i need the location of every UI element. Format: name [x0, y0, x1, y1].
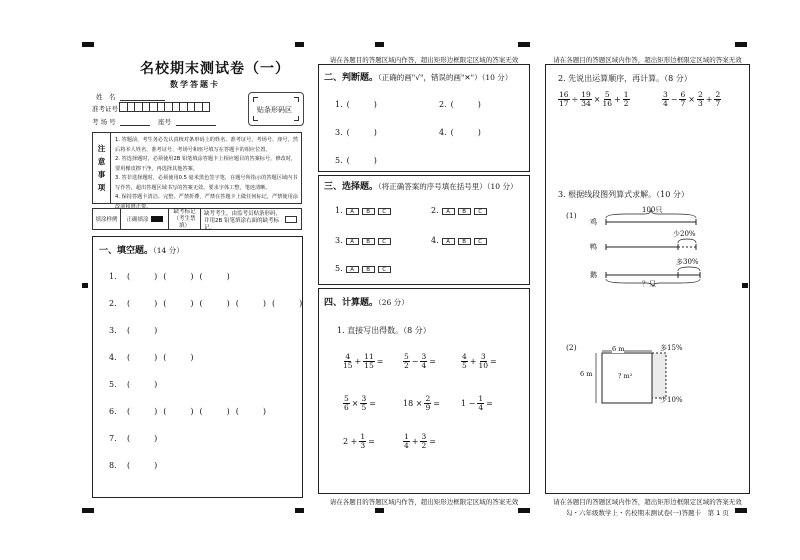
- operator: +: [411, 437, 419, 446]
- operator: −: [670, 95, 678, 104]
- operator: =: [490, 357, 497, 366]
- exam-id-cell[interactable]: [202, 102, 211, 112]
- answer-paren[interactable]: ( ): [199, 272, 230, 281]
- operator: =: [486, 399, 493, 408]
- fraction: [343, 353, 353, 370]
- option-bubble[interactable]: C: [474, 208, 487, 215]
- numerator: 4: [462, 352, 467, 361]
- denominator: 7: [715, 99, 721, 108]
- registration-mark: [295, 508, 304, 513]
- more-15-label: 多15%: [660, 344, 683, 352]
- answer-paren[interactable]: ( ): [163, 299, 194, 308]
- section-calc-box: [318, 288, 530, 494]
- answer-paren[interactable]: ( ): [127, 299, 158, 308]
- option-bubble[interactable]: B: [458, 238, 471, 245]
- registration-mark: [375, 42, 384, 47]
- notice-item: 2. 答选择题时，必须使用2B 铅笔填涂答题卡上相应题目的答案标号，修改时，要用橡皮擦干净，再选择其他答案。: [115, 156, 297, 172]
- diagram2-label: (2): [566, 343, 577, 352]
- fraction: [403, 433, 410, 450]
- diagram1-label: (1): [566, 211, 577, 220]
- calc-part2-title: 2. 先说出运算顺序，再计算。（8 分）: [558, 74, 692, 83]
- fraction: [558, 91, 570, 108]
- denominator: 15: [343, 361, 353, 370]
- answer-paren[interactable]: ( ): [127, 326, 158, 335]
- registration-mark: [735, 42, 747, 47]
- denominator: 2: [421, 441, 427, 450]
- answer-paren[interactable]: ( ): [450, 128, 481, 137]
- fraction: [343, 395, 350, 412]
- operator: ×: [688, 95, 695, 104]
- question-number: 3.: [109, 326, 117, 335]
- calc-part1-title: 1. 直接写出得数。（8 分）: [337, 326, 431, 335]
- question-number: 1.: [109, 272, 117, 281]
- answer-paren[interactable]: ( ): [199, 407, 230, 416]
- fill-example-row: [92, 208, 302, 230]
- denominator: 4: [404, 441, 409, 450]
- denominator: 6: [344, 403, 349, 412]
- operator: ×: [351, 399, 359, 408]
- answer-paren[interactable]: ( ): [450, 100, 481, 109]
- answer-paren[interactable]: ( ): [163, 272, 194, 281]
- section-choice-box: [318, 175, 530, 285]
- question-label: ？只: [642, 280, 656, 288]
- operator: +: [705, 95, 713, 104]
- rectangle-diagram: [582, 345, 712, 405]
- brace-more: [678, 267, 700, 271]
- fraction: [662, 91, 669, 108]
- exam-id-grid[interactable]: [120, 102, 210, 112]
- chicken-label: 鸡: [590, 218, 597, 226]
- order-calc-item: [662, 91, 721, 108]
- fill-blank-row: [109, 352, 194, 363]
- numerator: 3: [361, 394, 367, 403]
- barcode-corner: [253, 97, 258, 102]
- fraction: [359, 433, 366, 450]
- notice-title-char: 注: [97, 144, 106, 153]
- numerator: 1: [360, 432, 366, 441]
- registration-mark: [735, 508, 747, 513]
- question-number: 3.: [335, 128, 343, 137]
- numerator: 3: [421, 432, 427, 441]
- exam-id-label: 准考证号: [92, 105, 118, 113]
- numerator: 5: [404, 352, 409, 361]
- more-label: 多30%: [676, 258, 699, 266]
- question-number: 4.: [431, 236, 439, 245]
- answer-paren[interactable]: ( ): [346, 156, 377, 165]
- numerator: 16: [559, 90, 569, 99]
- question-number: 4.: [109, 353, 117, 362]
- section-fill-blank: [92, 236, 303, 498]
- section-note: （正确的画"√"，错误的画"✕"）（10 分）: [378, 73, 513, 82]
- fraction: [580, 91, 592, 108]
- fraction: [623, 91, 630, 108]
- denominator: 5: [361, 403, 367, 412]
- registration-mark: [295, 42, 304, 47]
- answer-paren[interactable]: ( ): [127, 272, 158, 281]
- answer-paren[interactable]: ( ): [346, 128, 377, 137]
- notice-title-char: 项: [97, 183, 106, 192]
- section-title-text: 一、填空题。: [99, 246, 154, 256]
- option-bubble[interactable]: B: [362, 266, 375, 273]
- choice-item: [335, 236, 394, 245]
- operator: =: [376, 357, 384, 366]
- question-number: 2.: [439, 100, 447, 109]
- denominator: 17: [559, 99, 569, 108]
- answer-paren[interactable]: ( ): [127, 407, 158, 416]
- denominator: 5: [462, 361, 467, 370]
- fraction: [360, 395, 367, 412]
- answer-paren[interactable]: ( ): [199, 299, 230, 308]
- answer-paren[interactable]: ( ): [127, 461, 158, 470]
- exam-title: 名校期末测试卷（一）: [140, 61, 290, 77]
- operator: 1 −: [461, 399, 476, 408]
- section-calc-cont-box: [545, 64, 750, 494]
- operator: =: [429, 357, 436, 366]
- notice-items: [115, 136, 299, 212]
- numerator: 4: [345, 352, 351, 361]
- direct-calc-item: [461, 395, 493, 412]
- direct-calc-item: [343, 353, 384, 370]
- question-number: 4.: [439, 128, 447, 137]
- numerator: 3: [663, 90, 668, 99]
- choice-item: [431, 236, 490, 245]
- section-title: [324, 295, 409, 308]
- question-number: 5.: [109, 380, 117, 389]
- answer-paren[interactable]: ( ): [235, 299, 266, 308]
- fill-blank-row: [109, 325, 157, 336]
- option-bubble[interactable]: B: [362, 238, 375, 245]
- choice-item: [431, 206, 490, 215]
- fill-blank-row: [109, 406, 266, 417]
- bottom-warning: 请在各题目的答题区域内作答，超出矩形边框限定区域的答案无效: [553, 498, 742, 506]
- answer-paren[interactable]: ( ): [163, 353, 194, 362]
- registration-mark: [82, 508, 94, 513]
- section-title-text: 二、判断题。: [324, 73, 379, 83]
- notice-title: [93, 133, 111, 203]
- room-label: 考 场 号: [92, 118, 116, 126]
- hatch: [652, 353, 666, 398]
- registration-mark: [518, 42, 530, 47]
- section-score: （26 分）: [378, 298, 409, 307]
- option-bubble[interactable]: B: [458, 208, 471, 215]
- question-number: 3.: [335, 236, 343, 245]
- name-label: 姓 名: [96, 93, 116, 101]
- barcode-area: [248, 92, 304, 126]
- direct-calc-item: [403, 395, 440, 412]
- section-title: [99, 243, 184, 256]
- registration-mark: [375, 508, 384, 513]
- fill-blank-row: [109, 460, 157, 471]
- width-label: 6 m: [612, 345, 625, 353]
- judge-item: [335, 99, 377, 110]
- choice-item: [335, 264, 394, 273]
- numerator: 1: [404, 432, 409, 441]
- answer-paren[interactable]: ( ): [127, 353, 158, 362]
- fill-blank-row: [109, 379, 157, 390]
- operator: +: [469, 357, 477, 366]
- option-bubble[interactable]: C: [378, 266, 391, 273]
- calc-part3-title: 3. 根据线段图列算式求解。（10 分）: [558, 190, 689, 199]
- answer-paren[interactable]: ( ): [235, 407, 266, 416]
- numerator: 6: [680, 90, 686, 99]
- top-warning: 请在各题目的答题区域内作答，超出矩形边框限定区域的答案无效: [329, 56, 519, 64]
- question-number: 1.: [335, 100, 343, 109]
- absent-note: 缺考考生，由监考员贴条形码，并用2B 铅笔填涂右面的缺考标记。: [204, 211, 282, 231]
- option-bubble[interactable]: A: [346, 266, 359, 273]
- numerator: 1: [478, 394, 484, 403]
- option-bubble[interactable]: B: [362, 208, 375, 215]
- answer-paren[interactable]: ( ): [127, 380, 158, 389]
- answer-sheet-subtitle: 数学答题卡: [170, 79, 220, 89]
- judge-item: [335, 127, 377, 138]
- question-number: 5.: [335, 264, 343, 273]
- denominator: 9: [425, 403, 431, 412]
- fill-blank-row: [109, 271, 230, 282]
- judge-item: [439, 127, 481, 138]
- fill-correct: [121, 209, 169, 229]
- fraction: [697, 91, 704, 108]
- option-bubble[interactable]: C: [378, 208, 391, 215]
- absent-label: 缺考标记（考生禁填）: [169, 209, 201, 229]
- section-score: （14 分）: [153, 246, 184, 255]
- denominator: 3: [697, 99, 703, 108]
- notice-title-char: 事: [97, 170, 106, 179]
- judge-item: [439, 99, 481, 110]
- barcode-corner: [294, 116, 299, 121]
- denominator: 4: [421, 361, 427, 370]
- section-title-text: 三、选择题。: [324, 182, 379, 192]
- operator: +: [354, 357, 362, 366]
- seat-line[interactable]: [176, 125, 216, 126]
- fraction: [420, 353, 427, 370]
- question-number: 7.: [109, 434, 117, 443]
- registration-mark: [82, 283, 88, 288]
- less-label: 少20%: [673, 230, 696, 238]
- denominator: 16: [602, 99, 613, 108]
- height-label: 6 m: [580, 370, 593, 378]
- direct-calc-item: [343, 395, 376, 412]
- fraction: [478, 353, 488, 370]
- numerator: 2: [715, 90, 721, 99]
- barcode-label: 贴条形码区: [257, 106, 292, 114]
- denominator: 34: [581, 99, 591, 108]
- fill-correct-label: 正确填涂: [126, 217, 149, 223]
- total-label: 100只: [642, 206, 663, 214]
- notice-item: 4. 保持答题卡清洁、完整，严禁折叠，严禁在答题卡上做任何标记，严禁使用涂改液和修正带。: [115, 194, 298, 210]
- operator: 2 +: [343, 437, 358, 446]
- fraction: [477, 395, 484, 412]
- numerator: 3: [421, 352, 427, 361]
- question-number: 8.: [109, 461, 117, 470]
- operator: =: [429, 437, 436, 446]
- judge-item: [335, 155, 377, 166]
- registration-mark: [82, 42, 94, 47]
- fill-example-label: 填涂样例: [93, 209, 121, 229]
- denominator: 3: [360, 441, 366, 450]
- top-warning: 请在各题目的答题区域内作答，超出矩形边框限定区域的答案无效: [553, 56, 742, 64]
- fraction: [461, 353, 468, 370]
- filled-box: [151, 216, 163, 222]
- denominator: 4: [478, 403, 484, 412]
- direct-calc-item: [403, 353, 436, 370]
- numerator: 5: [344, 394, 349, 403]
- fraction: [403, 353, 410, 370]
- answer-paren[interactable]: ( ): [163, 407, 194, 416]
- operator: ×: [593, 95, 601, 104]
- fraction: [603, 91, 613, 108]
- bottom-warning: 请在各题目的答题区域内作答，超出矩形边框限定区域的答案无效: [329, 498, 519, 506]
- room-line[interactable]: [120, 125, 150, 126]
- fraction: [679, 91, 686, 108]
- goose-label: 鹅: [590, 271, 597, 279]
- operator: =: [368, 437, 375, 446]
- question-number: 5.: [335, 156, 343, 165]
- fraction: [420, 433, 427, 450]
- denominator: 10: [478, 361, 489, 370]
- direct-calc-item: [343, 433, 375, 450]
- numerator: 2: [425, 394, 431, 403]
- numerator: 3: [480, 352, 486, 361]
- notice-item: 3. 答非选择题时，必须使用0.5 毫米黑色签字笔，在题号所指示的答题区域内书写作答，超出答题区域书写的答案无效。要求字体工整，笔迹清晰。: [115, 175, 298, 191]
- direct-calc-item: [461, 353, 497, 370]
- operator: +: [614, 95, 621, 104]
- direct-calc-item: [403, 433, 436, 450]
- numerator: 1: [623, 90, 629, 99]
- question-number: 6.: [109, 407, 117, 416]
- area-label: ? m²: [618, 372, 633, 380]
- option-bubble[interactable]: A: [442, 238, 455, 245]
- option-bubble[interactable]: A: [346, 238, 359, 245]
- fraction: [714, 91, 721, 108]
- denominator: 15: [364, 361, 374, 370]
- brace-less: [678, 239, 696, 243]
- numerator: 5: [604, 90, 610, 99]
- denominator: 4: [663, 99, 668, 108]
- operator: =: [369, 399, 376, 408]
- denominator: 7: [680, 99, 686, 108]
- duck-label: 鸭: [590, 243, 597, 251]
- numerator: 19: [581, 90, 591, 99]
- question-number: 2.: [109, 299, 117, 308]
- question-number: 2.: [431, 206, 439, 215]
- question-number: 1.: [335, 206, 343, 215]
- fill-blank-row: [109, 433, 157, 444]
- answer-paren[interactable]: ( ): [346, 100, 377, 109]
- numerator: 2: [697, 90, 703, 99]
- option-bubble[interactable]: C: [474, 238, 487, 245]
- page-footer: 勾・六年级数学上・名校期末测试卷(一)答题卡 第 1 页: [566, 509, 729, 517]
- fill-blank-row: [109, 298, 302, 309]
- absent-checkbox[interactable]: [285, 216, 297, 223]
- denominator: 2: [623, 99, 629, 108]
- choice-item: [335, 206, 394, 215]
- operator: =: [433, 399, 440, 408]
- name-line[interactable]: [120, 100, 165, 101]
- notice-title-char: 意: [97, 157, 106, 166]
- option-bubble[interactable]: A: [442, 208, 455, 215]
- fraction: [363, 353, 375, 370]
- operator: −: [411, 357, 419, 366]
- seat-label: 座号: [158, 118, 171, 126]
- answer-paren[interactable]: ( ): [127, 434, 158, 443]
- option-bubble[interactable]: A: [346, 208, 359, 215]
- order-calc-item: [558, 91, 630, 108]
- less-10-label: 少10%: [660, 396, 683, 404]
- answer-paren[interactable]: ( ): [272, 299, 303, 308]
- denominator: 2: [404, 361, 409, 370]
- fraction: [424, 395, 431, 412]
- option-bubble[interactable]: C: [378, 238, 391, 245]
- operator: ÷: [571, 95, 579, 104]
- numerator: 11: [364, 352, 374, 361]
- barcode-corner: [253, 116, 258, 121]
- section-title-text: 四、计算题。: [324, 298, 379, 308]
- notice-item: 1. 答题前，考生务必先认真核对条形码上的姓名、准考证号、考场号、座号，然后将本人姓名、准考证号、考场号和座号填写在答题卡的相应位置。: [115, 137, 298, 153]
- notice-box: [92, 132, 302, 210]
- section-title: [324, 70, 512, 83]
- section-title: [324, 179, 517, 192]
- registration-mark: [518, 508, 530, 513]
- section-note: （将正确答案的序号填在括号里）（10 分）: [378, 182, 518, 191]
- operator: 18 ×: [403, 399, 423, 408]
- barcode-corner: [294, 97, 299, 102]
- section-judge-box: [318, 64, 530, 172]
